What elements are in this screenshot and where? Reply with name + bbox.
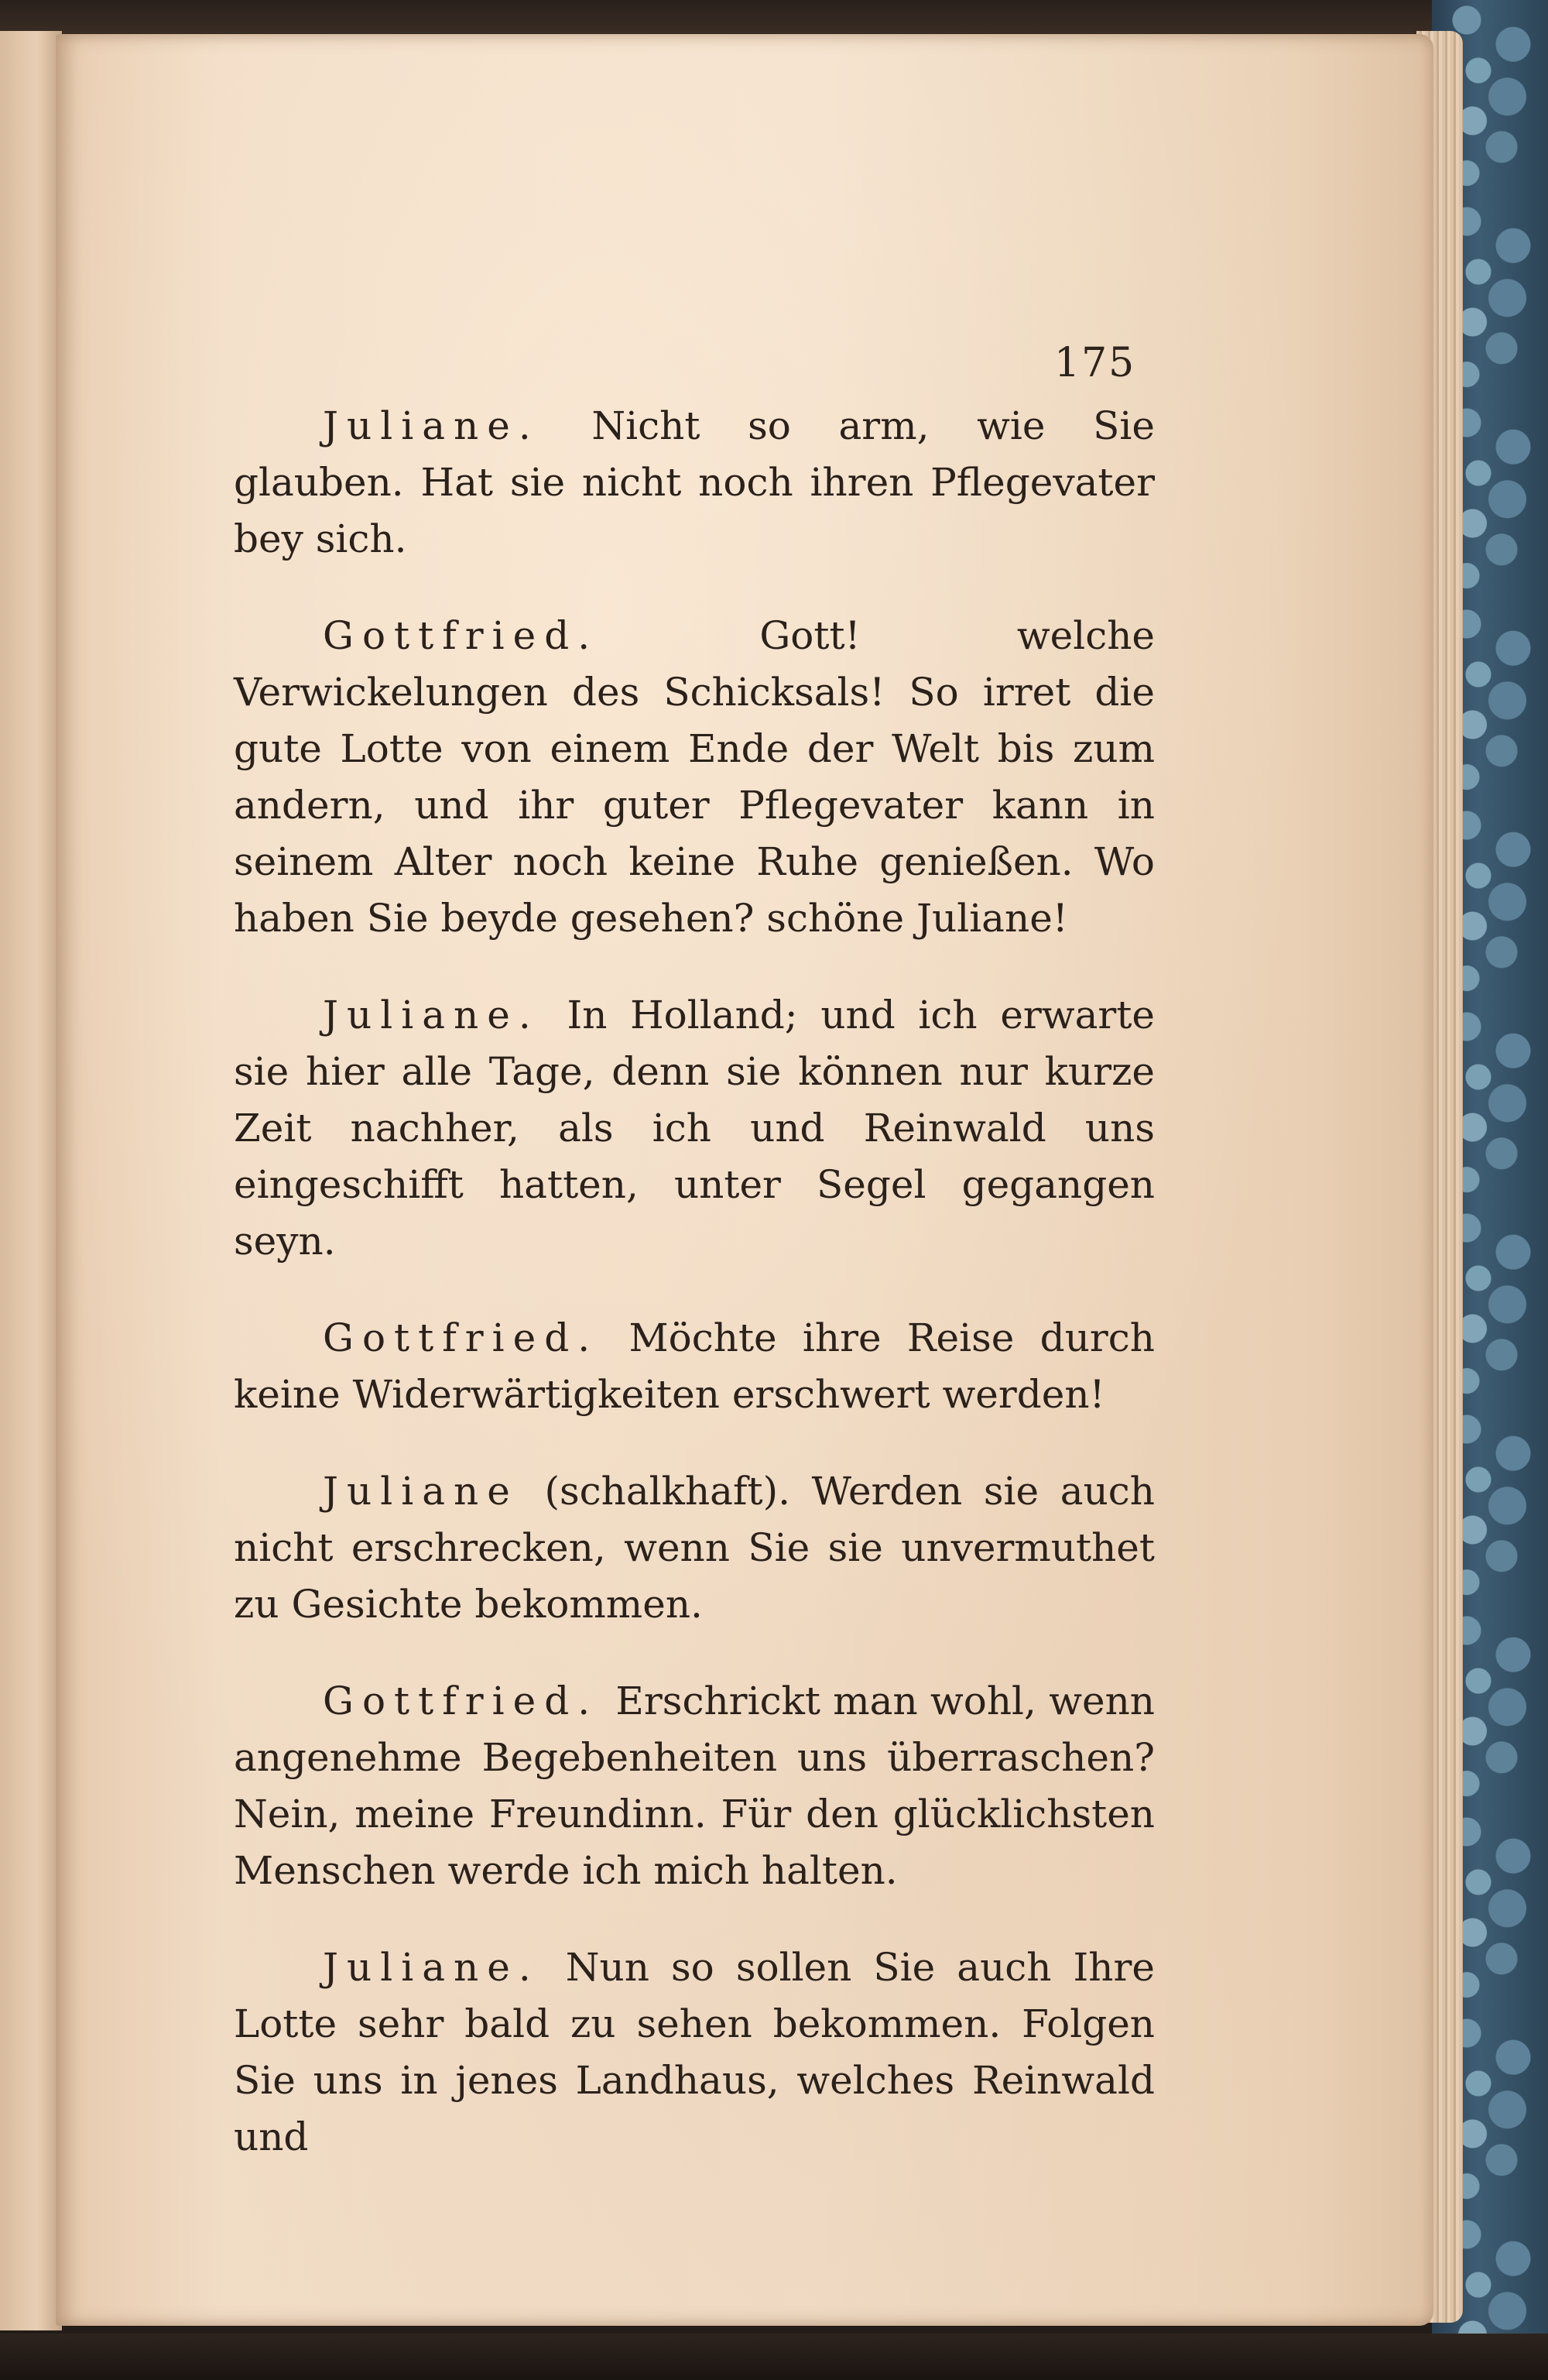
paragraph bbox=[234, 1310, 1155, 1423]
paragraph bbox=[234, 608, 1155, 947]
dialogue-text: Möchte ihre Reise durch keine Widerwärtigkeiten erschwert werden! bbox=[234, 1315, 1155, 1417]
speaker-name: Juliane. bbox=[323, 993, 539, 1037]
dialogue-text: Nicht so arm, wie Sie glauben. Hat sie nicht noch ihren Pflegevater bey sich. bbox=[234, 403, 1155, 561]
dialogue-text: Erschrickt man wohl, wenn angenehme Begebenheiten uns überraschen? Nein, meine Freundinn. Für den glücklichsten Menschen werde ich mich halten. bbox=[234, 1679, 1155, 1893]
background-top bbox=[0, 0, 1548, 37]
speaker-name: Juliane bbox=[323, 1469, 519, 1514]
dialogue-text: (schalkhaft). Werden sie auch nicht erschrecken, wenn Sie sie unvermuthet zu Gesichte bekommen. bbox=[234, 1469, 1155, 1627]
background-bottom bbox=[0, 2334, 1548, 2380]
facing-page-edge bbox=[0, 31, 62, 2330]
paragraph bbox=[234, 987, 1155, 1270]
speaker-name: Juliane. bbox=[323, 403, 539, 448]
speaker-name: Gottfried. bbox=[323, 613, 599, 658]
speaker-name: Juliane. bbox=[323, 1945, 539, 1990]
dialogue-text: Gott! welche Verwickelungen des Schicksals! So irret die gute Lotte von einem Ende der Welt bis zum andern, und ihr guter Pflegevater kann in seinem Alter noch keine Ruhe genießen. Wo haben Sie beyde gesehen? schöne Juliane! bbox=[234, 613, 1155, 941]
paragraph bbox=[234, 1463, 1155, 1633]
paragraph bbox=[234, 1673, 1155, 1899]
speaker-name: Gottfried. bbox=[323, 1315, 599, 1360]
dialogue-text: In Holland; und ich erwarte sie hier alle Tage, denn sie können nur kurze Zeit nachher, als ich und Reinwald uns eingeschifft hatten, unter Segel gegangen seyn. bbox=[234, 993, 1155, 1264]
paragraph bbox=[234, 1939, 1155, 2166]
page-number: 175 bbox=[1054, 340, 1136, 386]
speaker-name: Gottfried. bbox=[323, 1679, 599, 1723]
paragraph bbox=[234, 398, 1155, 568]
book-page bbox=[56, 34, 1433, 2326]
dialogue-text: Nun so sollen Sie auch Ihre Lotte sehr bald zu sehen bekommen. Folgen Sie uns in jenes Landhaus, welches Reinwald und bbox=[234, 1945, 1155, 2159]
page-text bbox=[234, 398, 1155, 2206]
